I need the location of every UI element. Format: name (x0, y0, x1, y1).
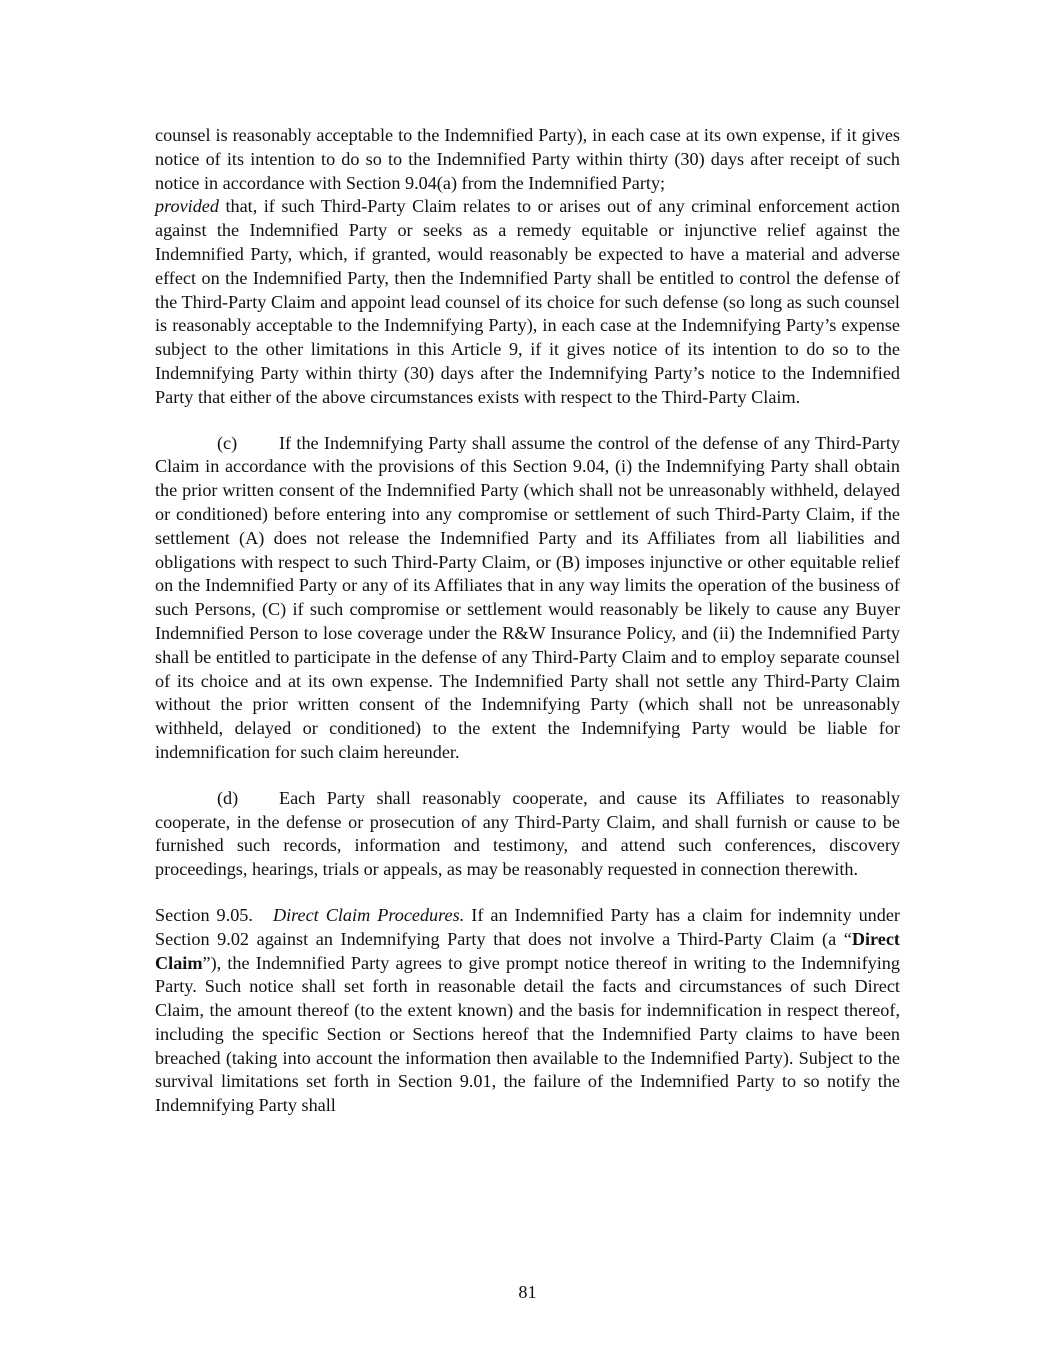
section-text-b: ”), the Indemnified Party agrees to give prompt notice thereof in writing to the Indemnifying Party. Such notice shall set forth in reasonable detail the facts and circumstances of such Direct Claim, the amount thereof (to the extent known) and the basis for indemnification in respect thereof, including the specific Section or Sections hereof that the Indemnified Party claims to have been breached (taking into account the information then available to the Indemnified Party). Subject to the survival limitations set forth in Section 9.01, the failure of the Indemnified Party to so notify the Indemnifying Party shall (155, 952, 900, 1116)
paragraph-c (155, 432, 900, 765)
proviso-term: provided (155, 196, 219, 217)
paragraph-d (155, 787, 900, 882)
document-body (155, 124, 900, 1118)
paragraph-continued-text-a: counsel is reasonably acceptable to the Indemnified Party), in each case at its own expense, if it gives notice of its intention to do so to the Indemnified Party within thirty (30) days after receipt of such notice in accordance with Section 9.04(a) from the Indemnified Party; (155, 125, 900, 193)
section-number: Section 9.05. (155, 904, 253, 925)
paragraph-c-text: If the Indemnifying Party shall assume the control of the defense of any Third-Party Claim in accordance with the provisions of this Section 9.04, (i) the Indemnifying Party shall obtain the prior written consent of the Indemnified Party (which shall not be unreasonably withheld, delayed or conditioned) before entering into any compromise or settlement of such Third-Party Claim, if the settlement (A) does not release the Indemnified Party and its Affiliates from all liabilities and obligations with respect to such Third-Party Claim, or (B) imposes injunctive or other equitable relief on the Indemnified Party or any of its Affiliates that in any way limits the operation of the business of such Persons, (C) if such compromise or settlement would reasonably be likely to cause any Buyer Indemnified Person to lose coverage under the R&W Insurance Policy, and (ii) the Indemnified Party shall be entitled to participate in the defense of any Third-Party Claim and to employ separate counsel of its choice and at its own expense. The Indemnified Party shall not settle any Third-Party Claim without the prior written consent of the Indemnifying Party (which shall not be unreasonably withheld, delayed or conditioned) to the extent the Indemnifying Party would be liable for indemnification for such claim hereunder. (155, 432, 900, 762)
paragraph-d-text: Each Party shall reasonably cooperate, and cause its Affiliates to reasonably cooperate, in the defense or prosecution of any Third-Party Claim, and shall furnish or cause to be furnished such records, information and testimony, and attend such conferences, discovery proceedings, hearings, trials or appeals, as may be reasonably requested in connection therewith. (155, 787, 900, 880)
section-text-a: If an Indemnified Party has a claim for indemnity under Section 9.02 against an Indemnifying Party that does not involve a Third-Party Claim (a “ (155, 904, 900, 949)
paragraph-continued (155, 124, 900, 410)
page-number: 81 (518, 1282, 537, 1302)
paragraph-continued-text-b: that, if such Third-Party Claim relates to or arises out of any criminal enforcement action against the Indemnified Party or seeks as a remedy equitable or injunctive relief against the Indemnified Party, which, if granted, would reasonably be expected to have a material and adverse effect on the Indemnified Party, then the Indemnified Party shall be entitled to control the defense of the Third-Party Claim and appoint lead counsel of its choice for such defense (so long as such counsel is reasonably acceptable to the Indemnifying Party), in each case at the Indemnifying Party’s expense subject to the other limitations in this Article 9, if it gives notice of its intention to do so to the Indemnifying Party within thirty (30) days after the Indemnifying Party’s notice to the Indemnified Party that either of the above circumstances exists with respect to the Third-Party Claim. (155, 196, 900, 407)
paragraph-d-label: (d) (217, 787, 239, 808)
section-title: Direct Claim Procedures. (272, 904, 465, 925)
section-9-05 (155, 904, 900, 1118)
defined-term-direct-claim: Direct Claim (155, 928, 900, 973)
paragraph-c-label: (c) (217, 432, 238, 453)
